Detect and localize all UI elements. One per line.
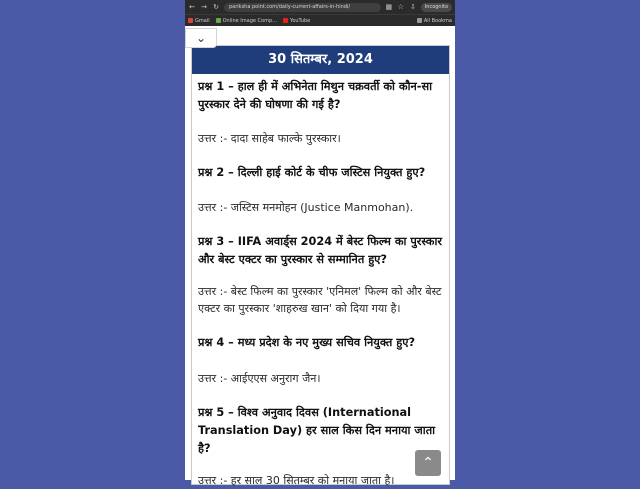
bookmark-youtube[interactable]: YouTube	[283, 18, 310, 24]
image-icon	[216, 18, 221, 23]
scroll-to-top-button[interactable]	[415, 450, 441, 476]
question-3: प्रश्न 3 – IIFA अवार्ड्स 2024 में बेस्ट फिल्म का पुरस्कार और बेस्ट एक्टर का पुरस्कार से सम्मानित हुए?	[198, 235, 443, 266]
chevron-up-icon: ⌃	[422, 455, 434, 471]
answer-4: उत्तर :- आईएएस अनुराग जैन।	[198, 372, 321, 385]
question-2: प्रश्न 2 – दिल्ली हाई कोर्ट के चीफ जस्टिस नियुक्त हुए?	[198, 166, 426, 179]
answer-2: उत्तर :- जस्टिस मनमोहन (Justice Manmohan).	[198, 201, 414, 214]
forward-icon[interactable]: →	[201, 2, 207, 11]
bookmark-image-compressor[interactable]: Online Image Comp...	[216, 18, 277, 24]
question-4: प्रश्न 4 – मध्य प्रदेश के नए मुख्य सचिव नियुक्त हुए?	[198, 336, 416, 349]
current-affairs-card	[191, 45, 450, 485]
incognito-badge[interactable]: Incognito	[421, 3, 452, 12]
answer-5: उत्तर :- हर साल 30 सितम्बर को मनाया जाता है।	[198, 474, 395, 487]
answer-1: उत्तर :- दादा साहेब फाल्के पुरस्कार।	[198, 132, 341, 145]
answer-3: उत्तर :- बेस्ट फिल्म का पुरस्कार 'एनिमल' फिल्म को और बेस्ट एक्टर का पुरस्कार 'शाहरुख खान' को दिया गया है।	[198, 285, 442, 315]
qa-list	[192, 74, 449, 489]
back-icon[interactable]: ←	[189, 2, 195, 11]
page-content	[185, 26, 455, 487]
bookmarks-bar	[185, 14, 455, 26]
browser-window	[185, 0, 455, 487]
chevron-down-icon: ⌄	[195, 31, 207, 45]
question-5: प्रश्न 5 – विश्व अनुवाद दिवस (International Translation Day) हर साल किस दिन मनाया जाता है?	[198, 406, 436, 455]
gmail-icon	[188, 18, 193, 23]
question-1: प्रश्न 1 – हाल ही में अभिनेता मिथुन चक्रवर्ती को कौन-सा पुरस्कार देने की घोषणा की गई है?	[198, 80, 433, 111]
folder-icon	[417, 18, 422, 23]
all-bookmarks[interactable]: All Bookma	[417, 18, 452, 24]
menu-dropdown-toggle[interactable]	[185, 28, 217, 48]
translate-icon[interactable]: ▦	[385, 2, 393, 11]
address-bar[interactable]: pariksha point.com/daily-current-affairs-in-hindi/	[224, 3, 381, 12]
date-header: 30 सितम्बर, 2024	[192, 46, 449, 74]
browser-toolbar	[185, 0, 455, 14]
download-icon[interactable]: ⇩	[409, 2, 416, 11]
bookmark-gmail[interactable]: Gmail	[188, 18, 210, 24]
star-icon[interactable]: ☆	[397, 2, 404, 11]
youtube-icon	[283, 18, 288, 23]
reload-icon[interactable]: ↻	[213, 2, 219, 11]
